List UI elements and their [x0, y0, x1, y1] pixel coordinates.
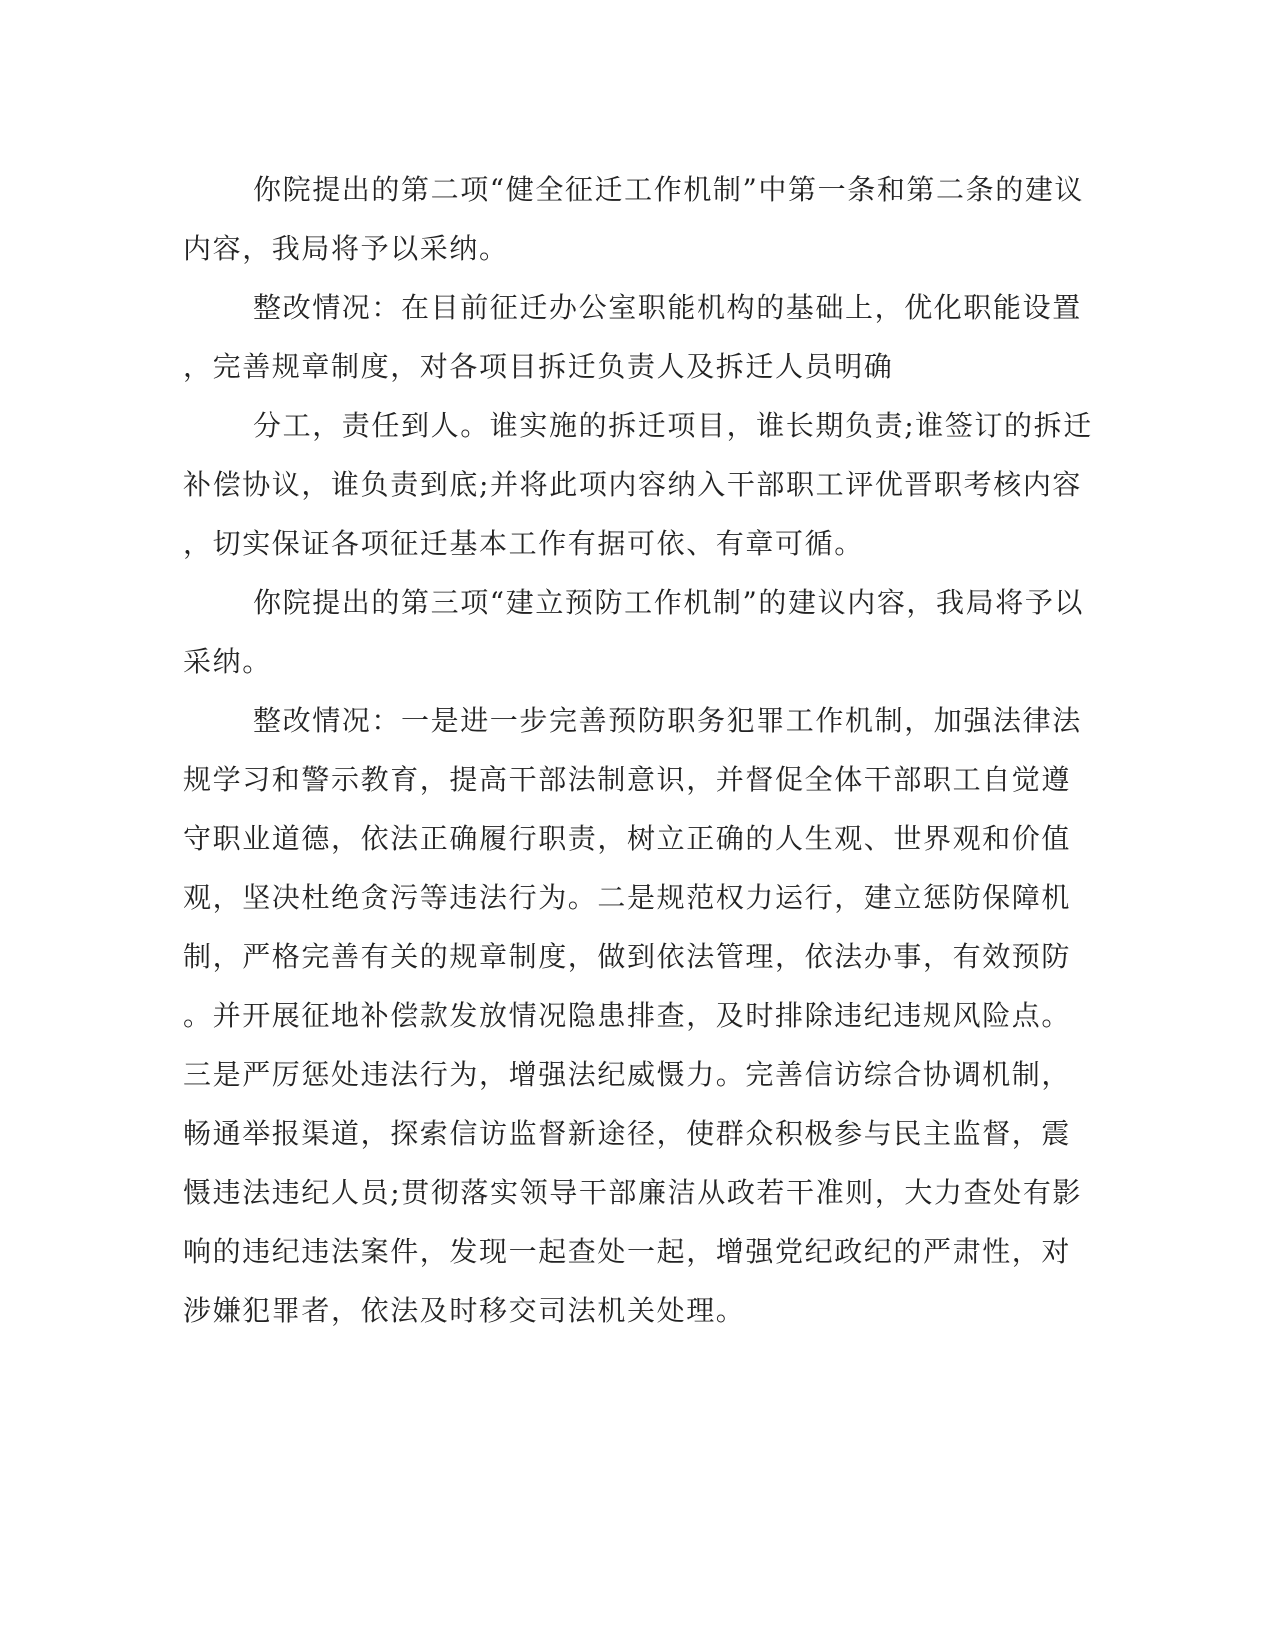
text-line: 。并开展征地补偿款发放情况隐患排查，及时排除违纪违规风险点。 — [183, 999, 1072, 1032]
document-body — [183, 160, 1093, 1340]
text-line: 响的违纪违法案件，发现一起查处一起，增强党纪政纪的严肃性，对 — [183, 1235, 1072, 1268]
text-line: 制，严格完善有关的规章制度，做到依法管理，依法办事，有效预防 — [183, 940, 1072, 973]
text-line: ，切实保证各项征迁基本工作有据可依、有章可循。 — [183, 527, 864, 560]
text-line: 规学习和警示教育，提高干部法制意识，并督促全体干部职工自觉遵 — [183, 763, 1072, 796]
text-line: 内容，我局将予以采纳。 — [183, 232, 509, 265]
text-line: 畅通举报渠道，探索信访监督新途径，使群众积极参与民主监督，震 — [183, 1117, 1072, 1150]
text-line: 慑违法违纪人员;贯彻落实领导干部廉洁从政若干准则，大力查处有影 — [183, 1176, 1083, 1209]
text-line: 你院提出的第三项“建立预防工作机制”的建议内容，我局将予以 — [253, 586, 1085, 619]
text-line: 采纳。 — [183, 645, 272, 678]
text-line: ，完善规章制度，对各项目拆迁负责人及拆迁人员明确 — [183, 350, 894, 383]
text-line: 三是严厉惩处违法行为，增强法纪威慑力。完善信访综合协调机制， — [183, 1058, 1072, 1091]
text-line: 涉嫌犯罪者，依法及时移交司法机关处理。 — [183, 1294, 746, 1327]
text-line: 补偿协议，谁负责到底;并将此项内容纳入干部职工评优晋职考核内容 — [183, 468, 1083, 501]
text-line: 整改情况：在目前征迁办公室职能机构的基础上，优化职能设置 — [253, 291, 1082, 324]
text-line: 分工，责任到人。谁实施的拆迁项目，谁长期负责;谁签订的拆迁 — [253, 409, 1093, 442]
text-line: 守职业道德，依法正确履行职责，树立正确的人生观、世界观和价值 — [183, 822, 1072, 855]
text-line: 观，坚决杜绝贪污等违法行为。二是规范权力运行，建立惩防保障机 — [183, 881, 1072, 914]
text-line: 你院提出的第二项“健全征迁工作机制”中第一条和第二条的建议 — [253, 173, 1085, 206]
text-line: 整改情况：一是进一步完善预防职务犯罪工作机制，加强法律法 — [253, 704, 1082, 737]
